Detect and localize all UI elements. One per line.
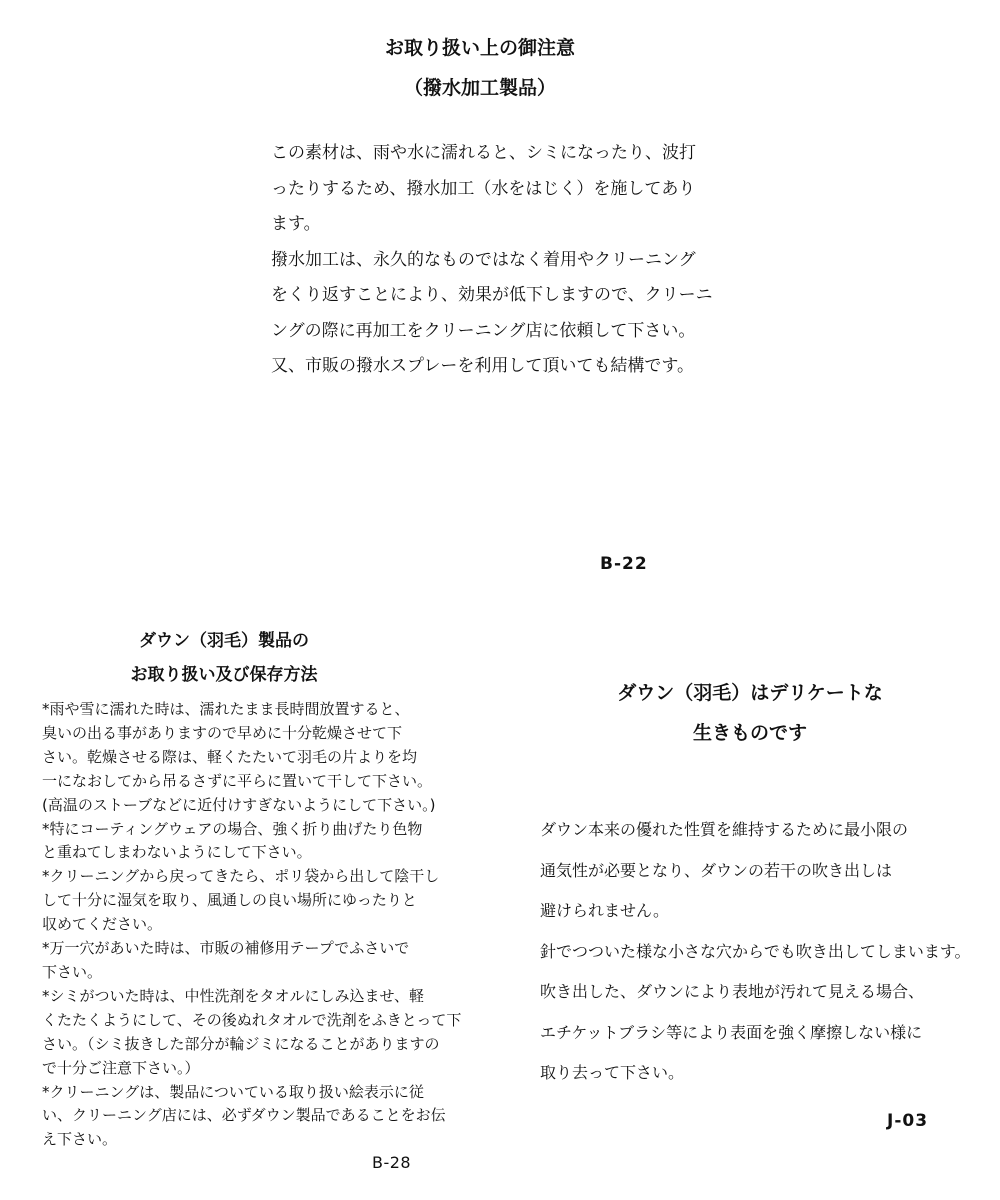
b28-body-line: 臭いの出る事がありますので早めに十分乾燥させて下 [42, 723, 403, 742]
j03-heading [510, 673, 990, 753]
j03-body-line: ダウン本来の優れた性質を維持するために最小限の [540, 820, 909, 839]
b28-title-line: ダウン（羽毛）製品の [139, 631, 309, 651]
b22-body-line: 撥水加工は、永久的なものではなく着用やクリーニング [271, 249, 696, 270]
b28-code-label: B-28 [372, 1153, 412, 1172]
j03-code-label: J-03 [887, 1111, 929, 1131]
j03-body-line: 通気性が必要となり、ダウンの若干の吹き出しは [540, 860, 893, 880]
b28-body-line: え下さい。 [42, 1130, 118, 1149]
b28-heading [0, 624, 448, 692]
j03-body-line: 取り去って下さい。 [540, 1063, 685, 1082]
b28-body-line: (高温のストーブなどに近付けすぎないようにして下さい。) [42, 795, 436, 814]
b28-body-line: *シミがついた時は、中性洗剤をタオルにしみ込ませ、軽 [42, 986, 425, 1005]
b22-body-line: ったりするため、撥水加工（水をはじく）を施してあり [271, 178, 696, 199]
b28-body [42, 698, 461, 1152]
b28-body-line: して十分に湿気を取り、風通しの良い場所にゆったりと [42, 891, 417, 910]
b22-title-line: お取り扱い上の御注意 [384, 37, 575, 59]
b28-body-line: *特にコーティングウェアの場合、強く折り曲げたり色物 [42, 819, 423, 838]
j03-body [540, 810, 971, 1094]
b28-body-line: *クリーニングから戻ってきたら、ポリ袋から出して陰干し [42, 867, 440, 886]
j03-subtitle-line: 生きものです [692, 722, 807, 744]
j03-body-line: 針でつついた様な小さな穴からでも吹き出してしまいます。 [540, 941, 971, 961]
b28-body-line: *クリーニングは、製品についている取り扱い絵表示に従 [42, 1082, 424, 1101]
b28-body-line: さい。乾燥させる際は、軽くたたいて羽毛の片よりを均 [42, 747, 418, 766]
j03-body-line: エチケットブラシ等により表面を強く摩擦しない様に [540, 1022, 923, 1042]
j03-title-line: ダウン（羽毛）はデリケートな [617, 682, 883, 704]
b22-heading [0, 28, 960, 108]
j03-body-line: 吹き出した、ダウンにより表地が汚れて見える場合、 [540, 982, 925, 1001]
b22-code-label: B-22 [600, 554, 648, 574]
b22-body-line: をくり返すことにより、効果が低下しますので、クリーニ [271, 285, 713, 305]
b28-body-line: 一になおしてから吊るさずに平らに置いて干して下さい。 [42, 771, 433, 790]
b22-subtitle-line: （撥水加工製品） [403, 77, 556, 99]
b28-body-line: と重ねてしまわないようにして下さい。 [42, 843, 312, 862]
b28-body-line: くたたくようにして、その後ぬれタオルで洗剤をふきとって下 [42, 1010, 462, 1029]
b22-body-line: この素材は、雨や水に濡れると、シミになったり、波打 [271, 143, 696, 163]
b28-body-line: 下さい。 [42, 962, 103, 981]
b28-body-line: *万一穴があいた時は、市販の補修用テープでふさいで [42, 939, 410, 958]
b22-body-line: ます。 [271, 214, 321, 234]
b22-body-line: ングの際に再加工をクリーニング店に依頼して下さい。 [271, 320, 696, 341]
b28-body-line: さい。（シミ抜きした部分が輪ジミになることがありますの [42, 1034, 440, 1053]
b28-body-line: い、クリーニング店には、必ずダウン製品であることをお伝 [42, 1106, 446, 1125]
b28-body-line: *雨や雪に濡れた時は、濡れたまま長時間放置すると、 [42, 700, 410, 718]
b28-body-line: で十分ご注意下さい。） [42, 1058, 200, 1077]
j03-body-line: 避けられません。 [540, 901, 669, 920]
b22-body [271, 136, 713, 385]
b28-body-line: 収めてください。 [42, 915, 163, 934]
b22-body-line: 又、市販の撥水スプレーを利用して頂いても結構です。 [271, 356, 694, 376]
b28-subtitle-line: お取り扱い及び保存方法 [130, 665, 318, 685]
